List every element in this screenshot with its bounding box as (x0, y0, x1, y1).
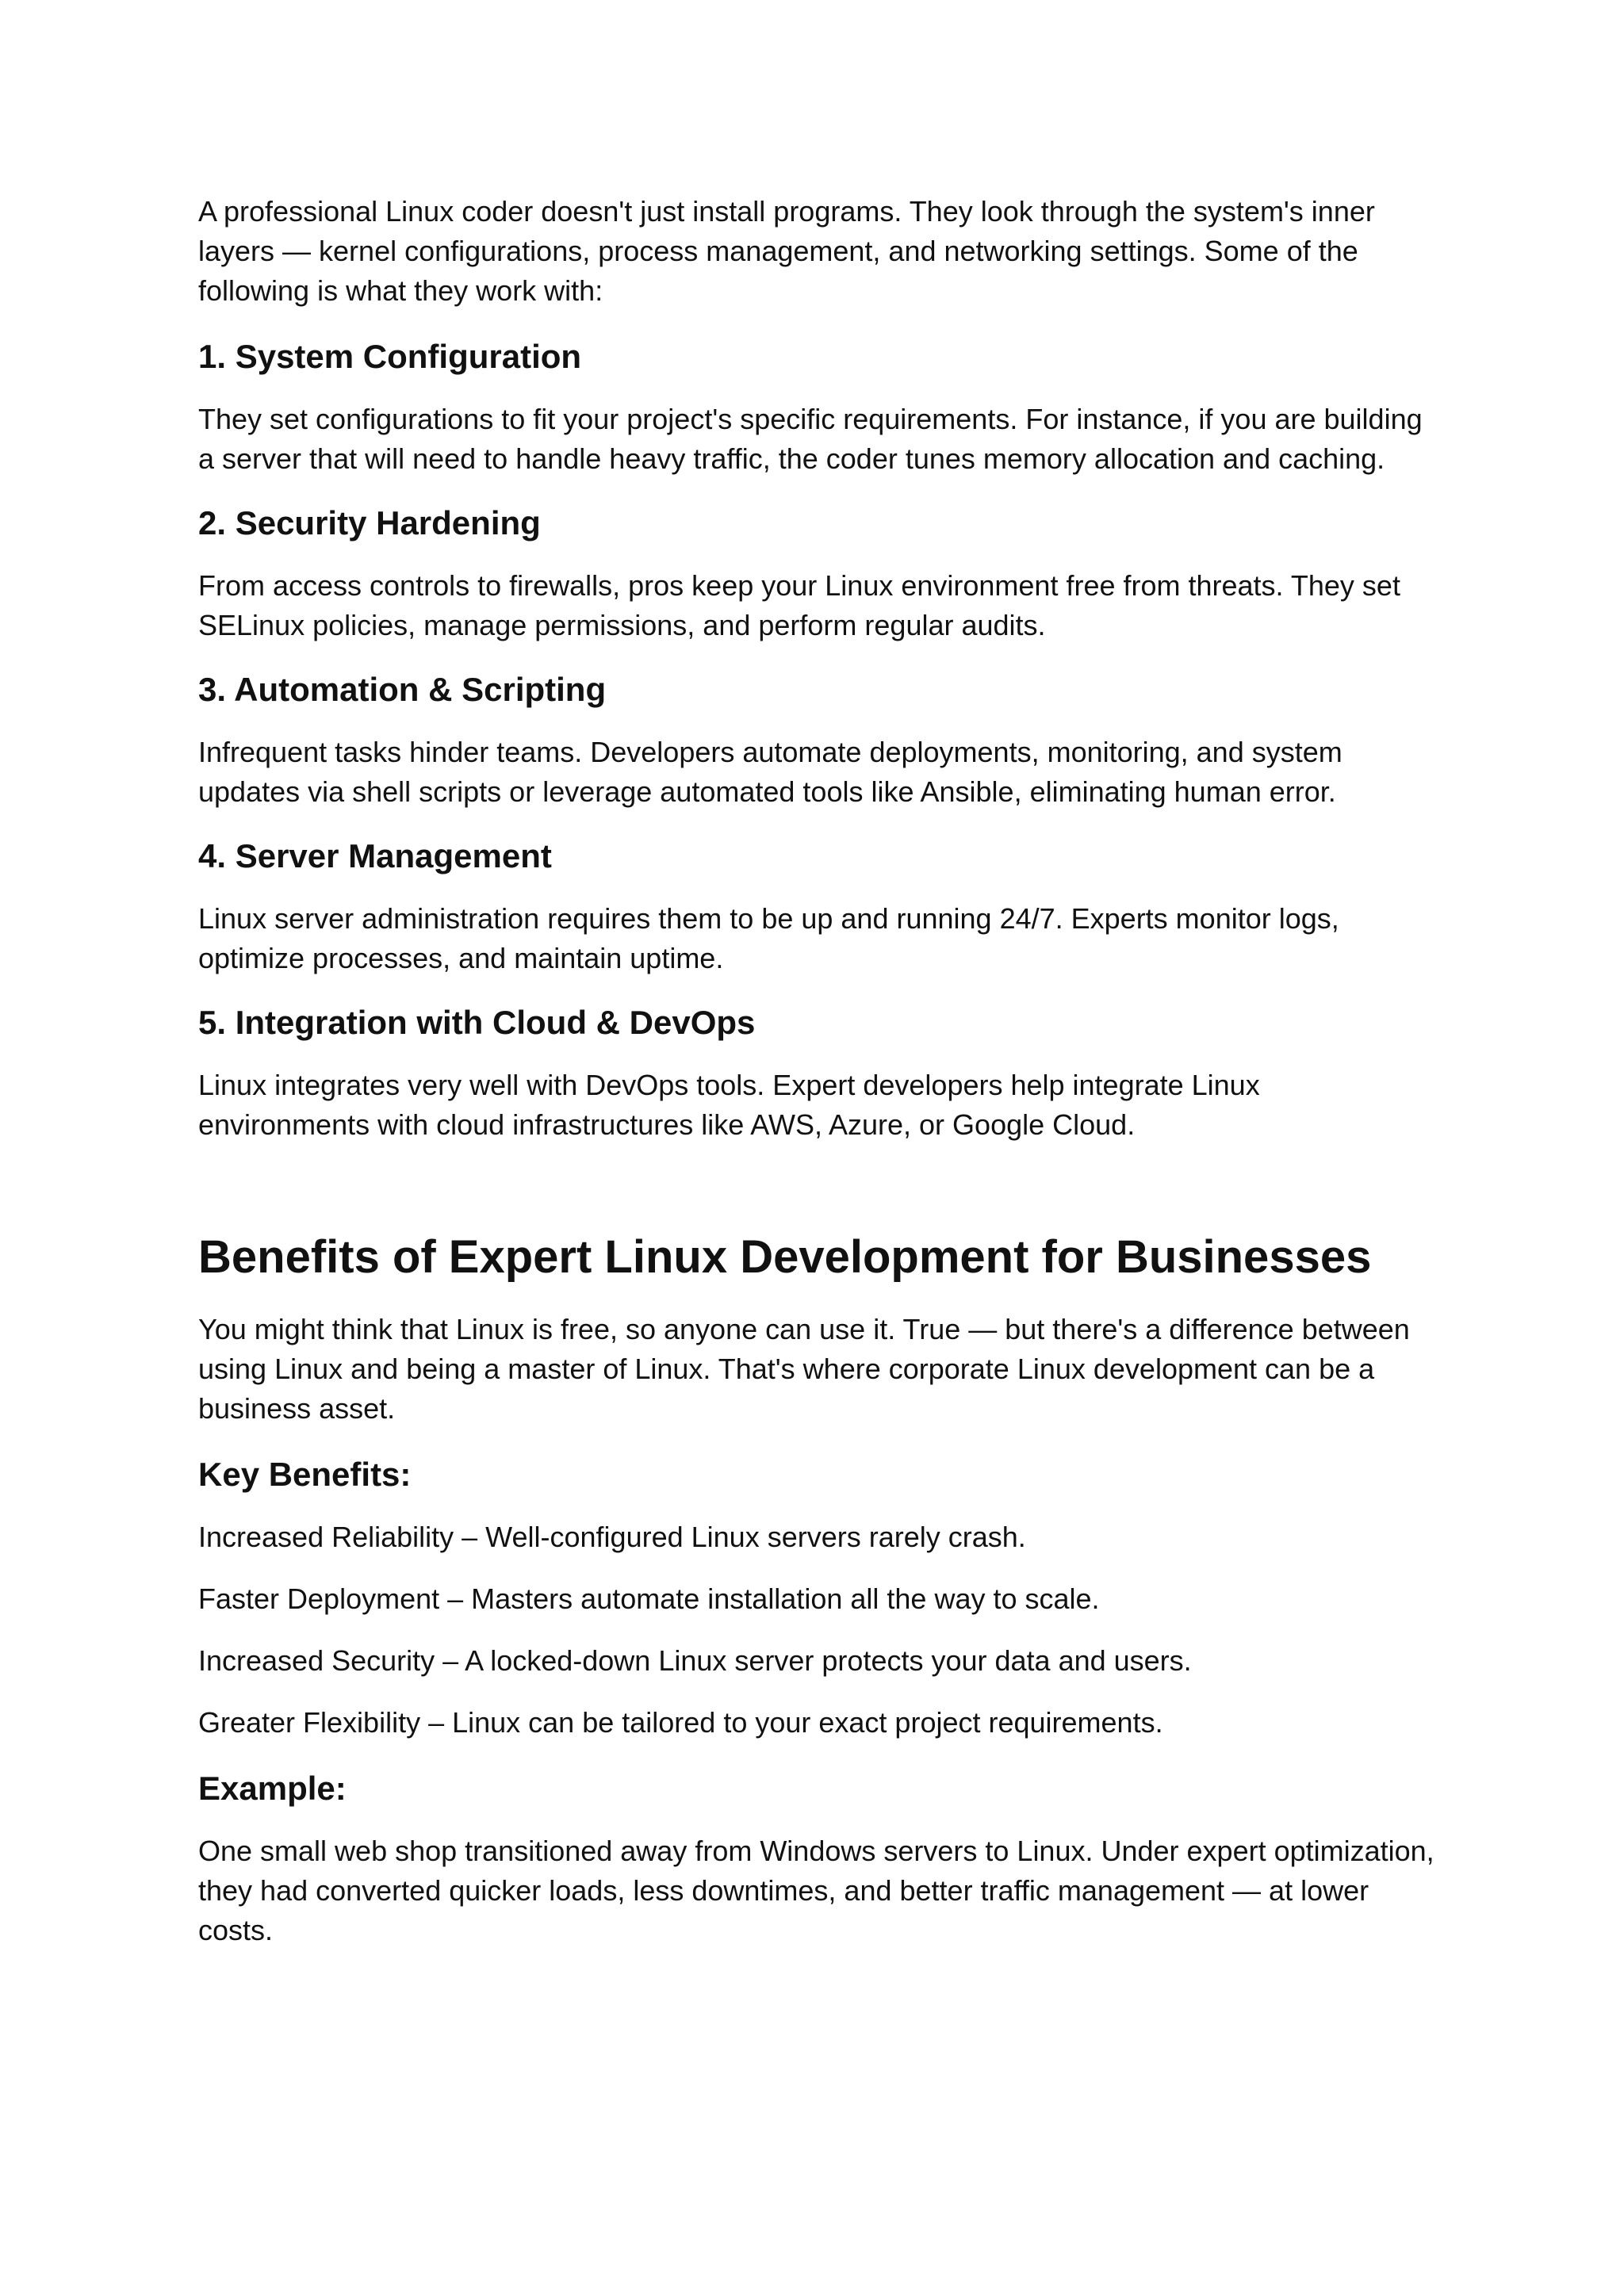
document-page (198, 192, 1435, 1950)
key-benefits-title: Key Benefits: (198, 1456, 412, 1493)
section-title-security-hardening: 2. Security Hardening (198, 504, 541, 541)
section-title-automation-scripting: 3. Automation & Scripting (198, 671, 607, 708)
section-title-cloud-devops: 5. Integration with Cloud & DevOps (198, 1004, 756, 1041)
example-title: Example: (198, 1770, 347, 1807)
benefit-item: Greater Flexibility – Linux can be tailored to your exact project requirements. (198, 1706, 1163, 1739)
section-title-system-configuration: 1. System Configuration (198, 338, 582, 375)
example-paragraph: One small web shop transitioned away from Windows servers to Linux. Under expert optimization, they had converted quicker loads, less downtimes, and better traffic management — at lower costs. (198, 1835, 1434, 1946)
benefit-item: Increased Reliability – Well-configured Linux servers rarely crash. (198, 1521, 1026, 1553)
section-body-system-configuration: They set configurations to fit your project's specific requirements. For instance, if you are building a server that will need to handle heavy traffic, the coder tunes memory allocation and caching. (198, 403, 1423, 475)
section-body-server-management: Linux server administration requires them to be up and running 24/7. Experts monitor logs, optimize processes, and maintain uptime. (198, 902, 1339, 974)
benefits-intro-paragraph: You might think that Linux is free, so anyone can use it. True — but there's a difference between using Linux and being a master of Linux. That's where corporate Linux development can be a business asset. (198, 1313, 1410, 1425)
section-body-security-hardening: From access controls to firewalls, pros keep your Linux environment free from threats. They set SELinux policies, manage permissions, and perform regular audits. (198, 569, 1400, 641)
benefit-item: Increased Security – A locked-down Linux server protects your data and users. (198, 1644, 1192, 1677)
benefit-item: Faster Deployment – Masters automate installation all the way to scale. (198, 1582, 1100, 1615)
benefits-heading: Benefits of Expert Linux Development for Businesses (198, 1231, 1372, 1283)
intro-paragraph: A professional Linux coder doesn't just install programs. They look through the system's inner layers — kernel configurations, process management, and networking settings. Some of the following is what they work with: (198, 195, 1375, 307)
section-body-cloud-devops: Linux integrates very well with DevOps tools. Expert developers help integrate Linux environments with cloud infrastructures like AWS, Azure, or Google Cloud. (198, 1069, 1260, 1141)
section-body-automation-scripting: Infrequent tasks hinder teams. Developers automate deployments, monitoring, and system updates via shell scripts or leverage automated tools like Ansible, eliminating human error. (198, 736, 1342, 808)
section-title-server-management: 4. Server Management (198, 837, 552, 874)
